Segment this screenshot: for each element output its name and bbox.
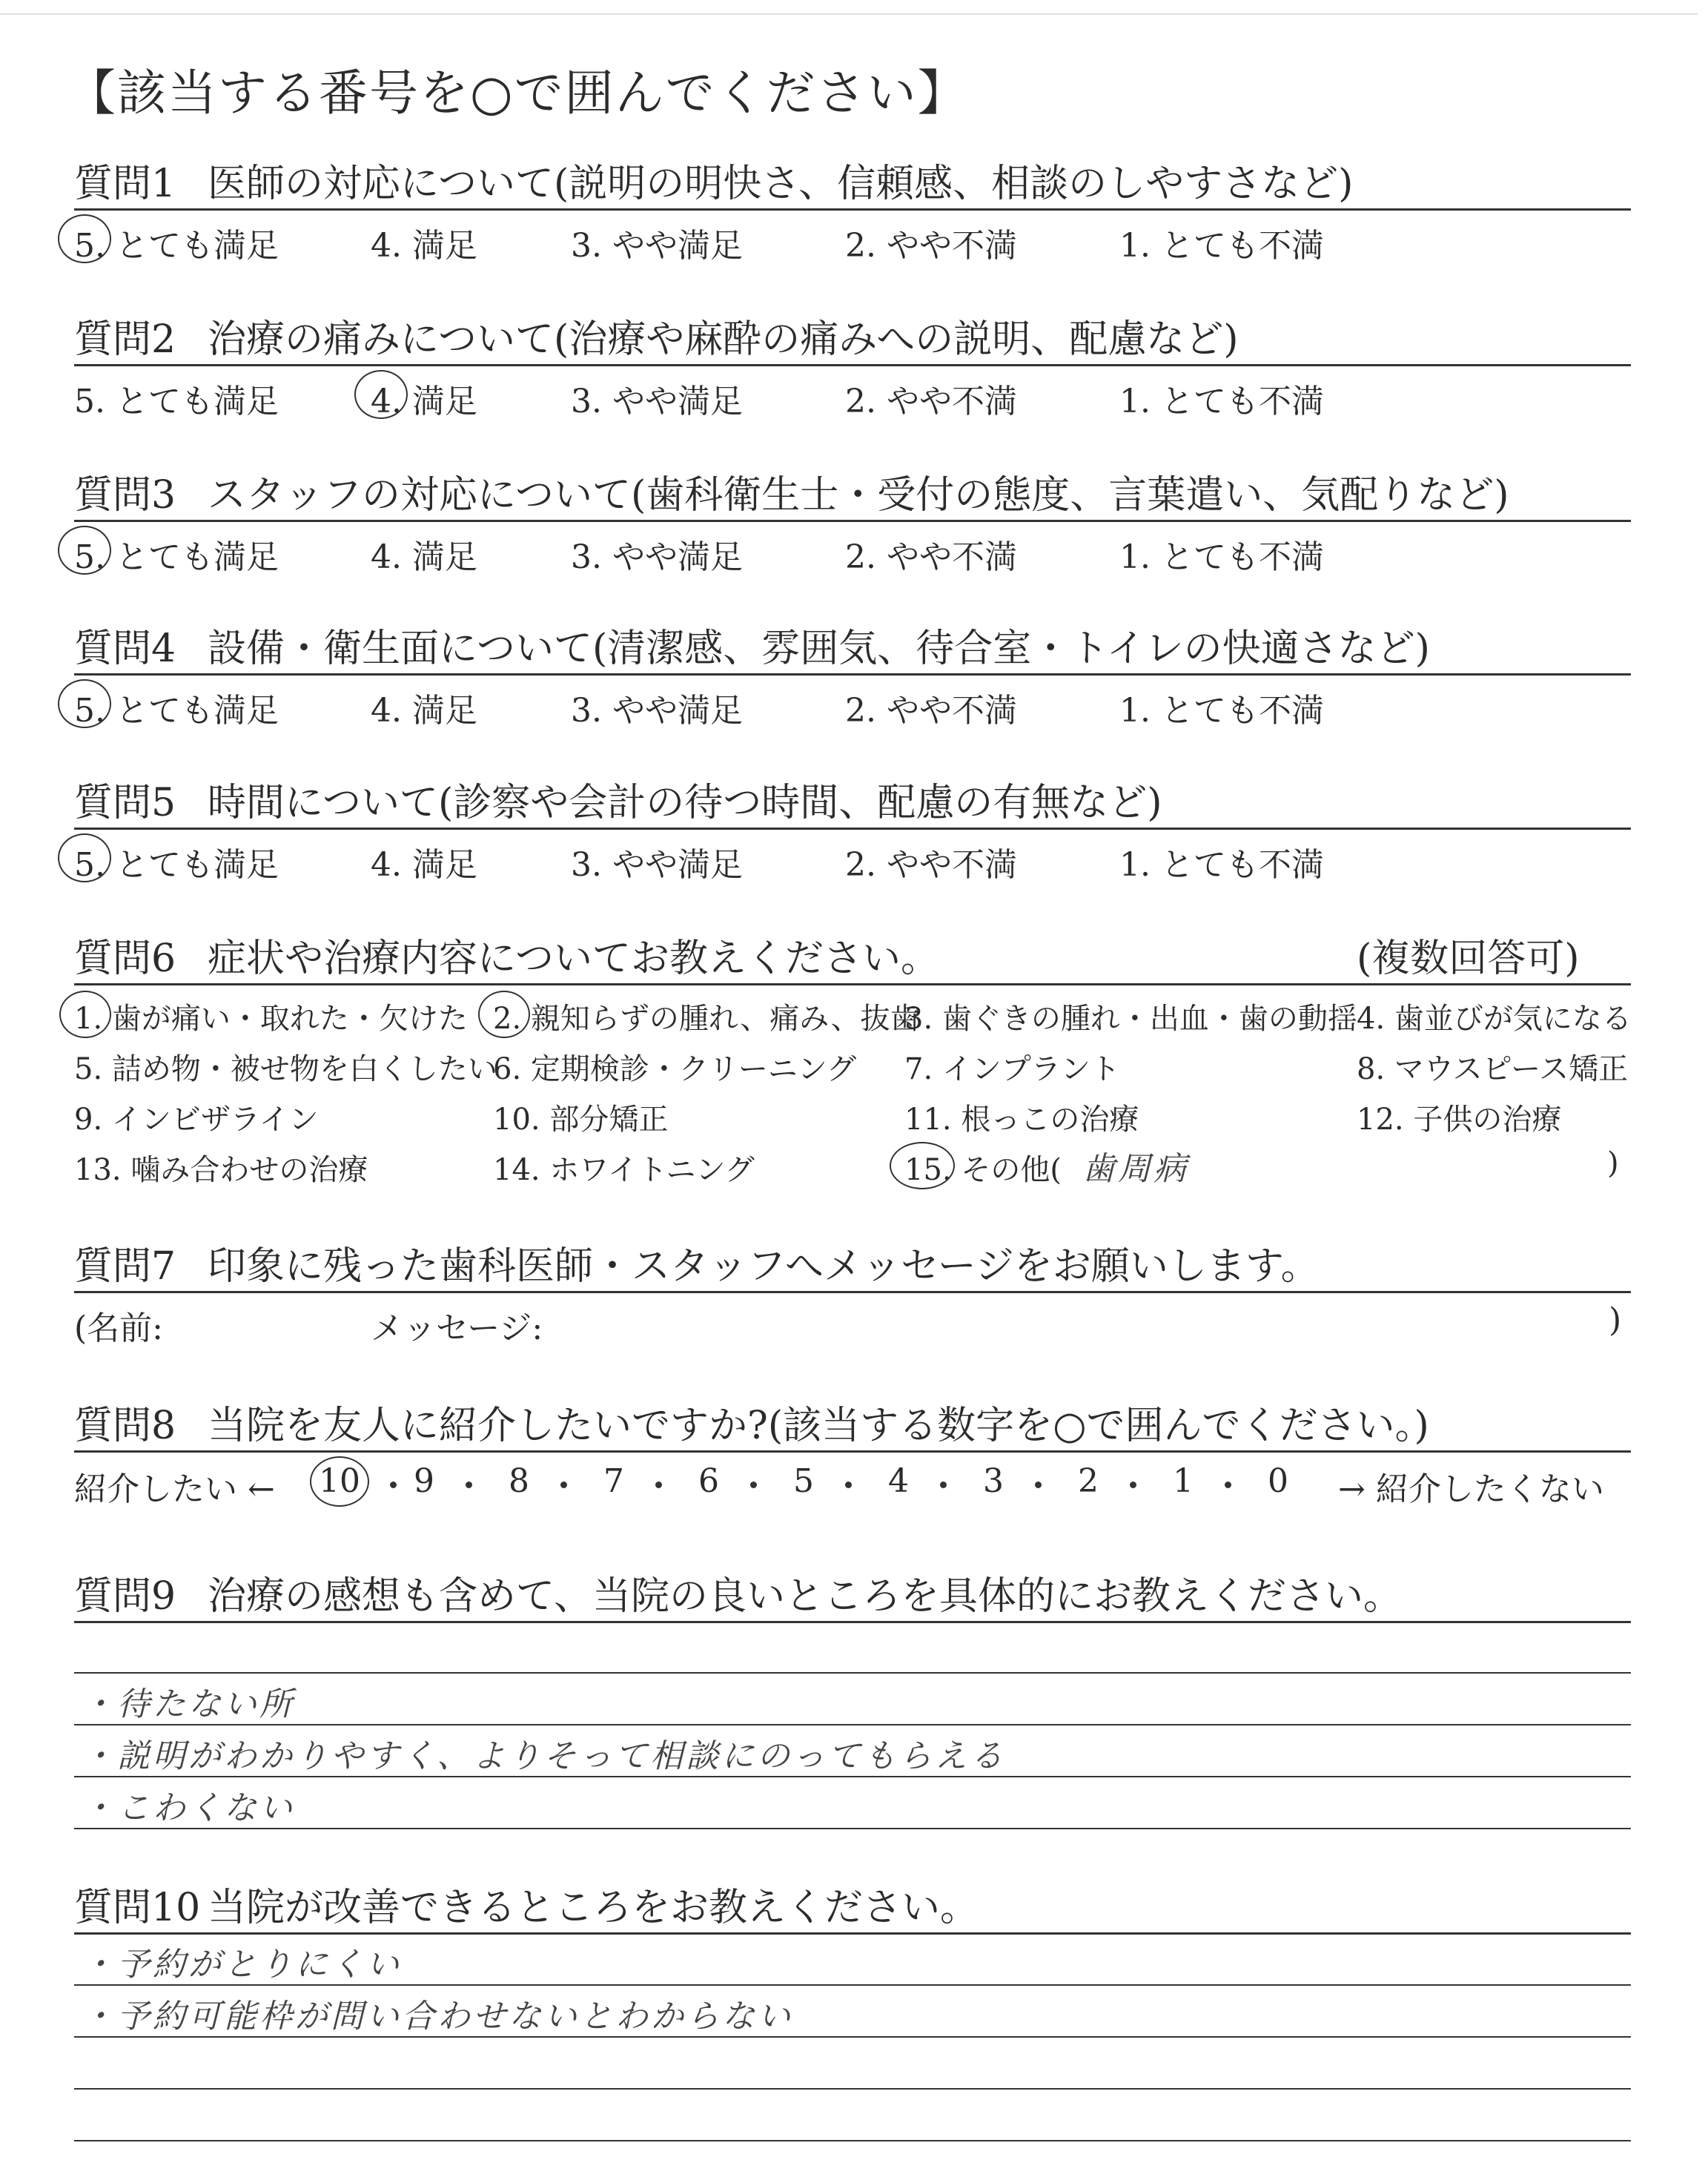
question-text: スタッフの対応について(歯科衛生士・受付の態度、言葉遣い、気配りなど) (208, 473, 1509, 518)
question-1-heading (74, 152, 1353, 208)
question-6 (74, 927, 1631, 1209)
scale-value[interactable]: 1 (1173, 1462, 1194, 1500)
symptom-option[interactable]: 14. ホワイトニング (493, 1153, 755, 1187)
question-number: 質問6 (74, 937, 176, 981)
rating-option[interactable]: 4. 満足 (371, 692, 477, 730)
scale-separator-dot (466, 1482, 472, 1488)
rating-option[interactable]: 5. とても満足 (74, 227, 279, 265)
scale-separator-dot (940, 1482, 947, 1488)
rating-option[interactable]: 2. やや不満 (845, 538, 1017, 576)
question-number: 質問1 (74, 162, 176, 206)
selection-circle (310, 1456, 369, 1507)
question-rule (74, 208, 1631, 211)
question-4 (74, 617, 1631, 773)
rating-option[interactable]: 5. とても満足 (74, 538, 279, 576)
question-rule (74, 1450, 1631, 1453)
scale-separator-dot (1225, 1482, 1231, 1488)
scale-value[interactable]: 8 (509, 1462, 529, 1500)
question-10-heading (74, 1876, 979, 1932)
rating-option[interactable]: 3. やや満足 (571, 227, 743, 265)
rating-option[interactable]: 1. とても不満 (1119, 692, 1324, 730)
rating-option[interactable]: 3. やや満足 (571, 538, 743, 576)
scale-value[interactable]: 10 (319, 1462, 360, 1500)
other-handwritten-answer: 歯周病 (1082, 1150, 1189, 1188)
rating-option[interactable]: 3. やや満足 (571, 692, 743, 730)
question-number: 質問8 (74, 1404, 176, 1448)
q10-answer-1: ・予約がとりにくい (82, 1946, 402, 1984)
question-5-heading (74, 771, 1162, 827)
symptom-option[interactable]: 7. インプラント (904, 1052, 1120, 1086)
question-4-heading (74, 617, 1430, 673)
selection-circle (478, 991, 530, 1038)
scale-separator-dot (845, 1482, 852, 1488)
rating-option[interactable]: 1. とても不満 (1119, 538, 1324, 576)
question-3 (74, 463, 1631, 619)
q10-answer-2: ・予約可能枠が問い合わせないとわからない (82, 1998, 793, 2035)
question-rule (74, 1932, 1631, 1935)
question-2 (74, 308, 1631, 463)
question-text: 医師の対応について(説明の明快さ、信頼感、相談のしやすさなど) (208, 162, 1354, 206)
question-number: 質問2 (74, 317, 176, 362)
symptom-option[interactable]: 15. その他( (904, 1153, 1062, 1187)
question-number: 質問7 (74, 1244, 176, 1289)
question-8 (74, 1394, 1631, 1513)
answer-line (74, 1828, 1631, 1829)
scale-separator-dot (750, 1482, 757, 1488)
scale-separator-dot (560, 1482, 567, 1488)
answer-line (74, 2088, 1631, 2090)
question-2-heading (74, 308, 1239, 363)
scale-value[interactable]: 7 (603, 1462, 624, 1500)
question-text: 症状や治療内容についてお教えください。 (208, 937, 939, 981)
rating-option[interactable]: 1. とても不満 (1119, 383, 1324, 420)
question-number: 質問3 (74, 473, 176, 518)
scale-value[interactable]: 3 (983, 1462, 1004, 1500)
question-9-heading (74, 1565, 1402, 1620)
rating-option[interactable]: 3. やや満足 (571, 846, 743, 884)
symptom-option[interactable]: 5. 詰め物・被せ物を白くしたい (74, 1052, 497, 1086)
rating-option[interactable]: 5. とても満足 (74, 692, 279, 730)
rating-option[interactable]: 2. やや不満 (845, 692, 1017, 730)
q9-answer-1: ・待たない所 (82, 1685, 295, 1723)
symptom-option[interactable]: 4. 歯並びが気になる (1357, 1002, 1632, 1036)
rating-option[interactable]: 5. とても満足 (74, 846, 279, 884)
question-text: 設備・衛生面について(清潔感、雰囲気、待合室・トイレの快適さなど) (208, 627, 1430, 671)
question-text: 治療の感想も含めて、当院の良いところを具体的にお教えください。 (208, 1574, 1402, 1619)
question-text: 印象に残った歯科医師・スタッフへメッセージをお願いします。 (208, 1244, 1320, 1289)
symptom-option[interactable]: 12. 子供の治療 (1357, 1103, 1562, 1137)
question-number: 質問9 (74, 1574, 176, 1619)
question-text: 当院を友人に紹介したいですか?(該当する数字を○で囲んでください。) (208, 1404, 1429, 1448)
selection-circle (58, 833, 111, 882)
q9-answer-2: ・説明がわかりやすく、よりそって相談にのってもらえる (82, 1737, 1006, 1775)
question-1 (74, 152, 1631, 308)
scale-value[interactable]: 4 (888, 1462, 909, 1500)
scale-value[interactable]: 9 (414, 1462, 434, 1500)
selection-circle (59, 991, 111, 1038)
scale-value[interactable]: 5 (793, 1462, 814, 1500)
question-7-heading (74, 1235, 1320, 1290)
answer-line (74, 1724, 1631, 1725)
other-closing-paren: ) (1607, 1146, 1619, 1180)
rating-option[interactable]: 5. とても満足 (74, 383, 279, 420)
symptom-option[interactable]: 13. 噛み合わせの治療 (74, 1153, 368, 1187)
recommend-right-label: → 紹介したくない (1338, 1470, 1604, 1508)
name-label: (名前: (74, 1309, 163, 1347)
scale-value[interactable]: 0 (1268, 1462, 1288, 1500)
symptom-option[interactable]: 10. 部分矯正 (493, 1103, 669, 1137)
question-rule (74, 520, 1631, 522)
scale-separator-dot (655, 1482, 662, 1488)
symptom-option[interactable]: 6. 定期検診・クリーニング (493, 1052, 857, 1086)
scale-separator-dot (1130, 1482, 1136, 1488)
rating-option[interactable]: 4. 満足 (371, 383, 477, 420)
question-7 (74, 1235, 1631, 1346)
question-text: 治療の痛みについて(治療や麻酔の痛みへの説明、配慮など) (208, 317, 1239, 362)
scale-separator-dot (1035, 1482, 1042, 1488)
q9-answer-3: ・こわくない (82, 1789, 295, 1827)
answer-line (74, 1672, 1631, 1674)
question-text: 時間について(診察や会計の待つ時間、配慮の有無など) (208, 781, 1162, 825)
question-rule (74, 1291, 1631, 1293)
symptom-option[interactable]: 2. 親知らずの腫れ、痛み、抜歯 (493, 1002, 920, 1036)
rating-option[interactable]: 2. やや不満 (845, 383, 1017, 420)
question-text: 当院が改善できるところをお教えください。 (208, 1886, 979, 1930)
selection-circle (58, 679, 111, 728)
multiple-answer-note: (複数回答可) (1357, 937, 1580, 981)
rating-option[interactable]: 2. やや不満 (845, 846, 1017, 884)
top-edge-line (0, 13, 1698, 15)
question-rule (74, 1621, 1631, 1623)
scale-value[interactable]: 6 (698, 1462, 719, 1500)
symptom-option[interactable]: 8. マウスピース矯正 (1357, 1052, 1629, 1086)
question-9 (74, 1565, 1631, 1846)
rating-option[interactable]: 2. やや不満 (845, 227, 1017, 265)
question-number: 質問5 (74, 781, 176, 825)
question-8-heading (74, 1394, 1429, 1450)
question-6-heading (74, 927, 939, 982)
answer-line (74, 2140, 1631, 2141)
selection-circle (58, 526, 111, 575)
closing-paren: ) (1609, 1301, 1622, 1339)
message-label: メッセージ: (371, 1309, 543, 1347)
question-3-heading (74, 463, 1509, 519)
rating-option[interactable]: 4. 満足 (371, 538, 477, 576)
symptom-option[interactable]: 11. 根っこの治療 (904, 1103, 1139, 1137)
rating-option[interactable]: 1. とても不満 (1119, 846, 1324, 884)
selection-circle (58, 214, 111, 263)
rating-option[interactable]: 4. 満足 (371, 846, 477, 884)
selection-circle (354, 370, 408, 419)
question-number: 質問4 (74, 627, 176, 671)
scale-value[interactable]: 2 (1078, 1462, 1099, 1500)
question-number: 質問10 (74, 1886, 201, 1930)
symptom-option[interactable]: 3. 歯ぐきの腫れ・出血・歯の動揺 (904, 1002, 1357, 1036)
question-rule (74, 983, 1631, 985)
rating-option[interactable]: 4. 満足 (371, 227, 477, 265)
question-5 (74, 771, 1631, 927)
symptom-option[interactable]: 9. インビザライン (74, 1103, 319, 1137)
question-rule (74, 673, 1631, 676)
recommend-left-label: 紹介したい ← (74, 1470, 275, 1508)
question-rule (74, 364, 1631, 366)
scale-separator-dot (390, 1482, 397, 1488)
selection-circle (890, 1142, 955, 1189)
page-title: 【該当する番号を○で囲んでください】 (67, 65, 968, 122)
symptom-option[interactable]: 1. 歯が痛い・取れた・欠けた (74, 1002, 468, 1036)
question-rule (74, 828, 1631, 830)
rating-option[interactable]: 3. やや満足 (571, 383, 743, 420)
rating-option[interactable]: 1. とても不満 (1119, 227, 1324, 265)
